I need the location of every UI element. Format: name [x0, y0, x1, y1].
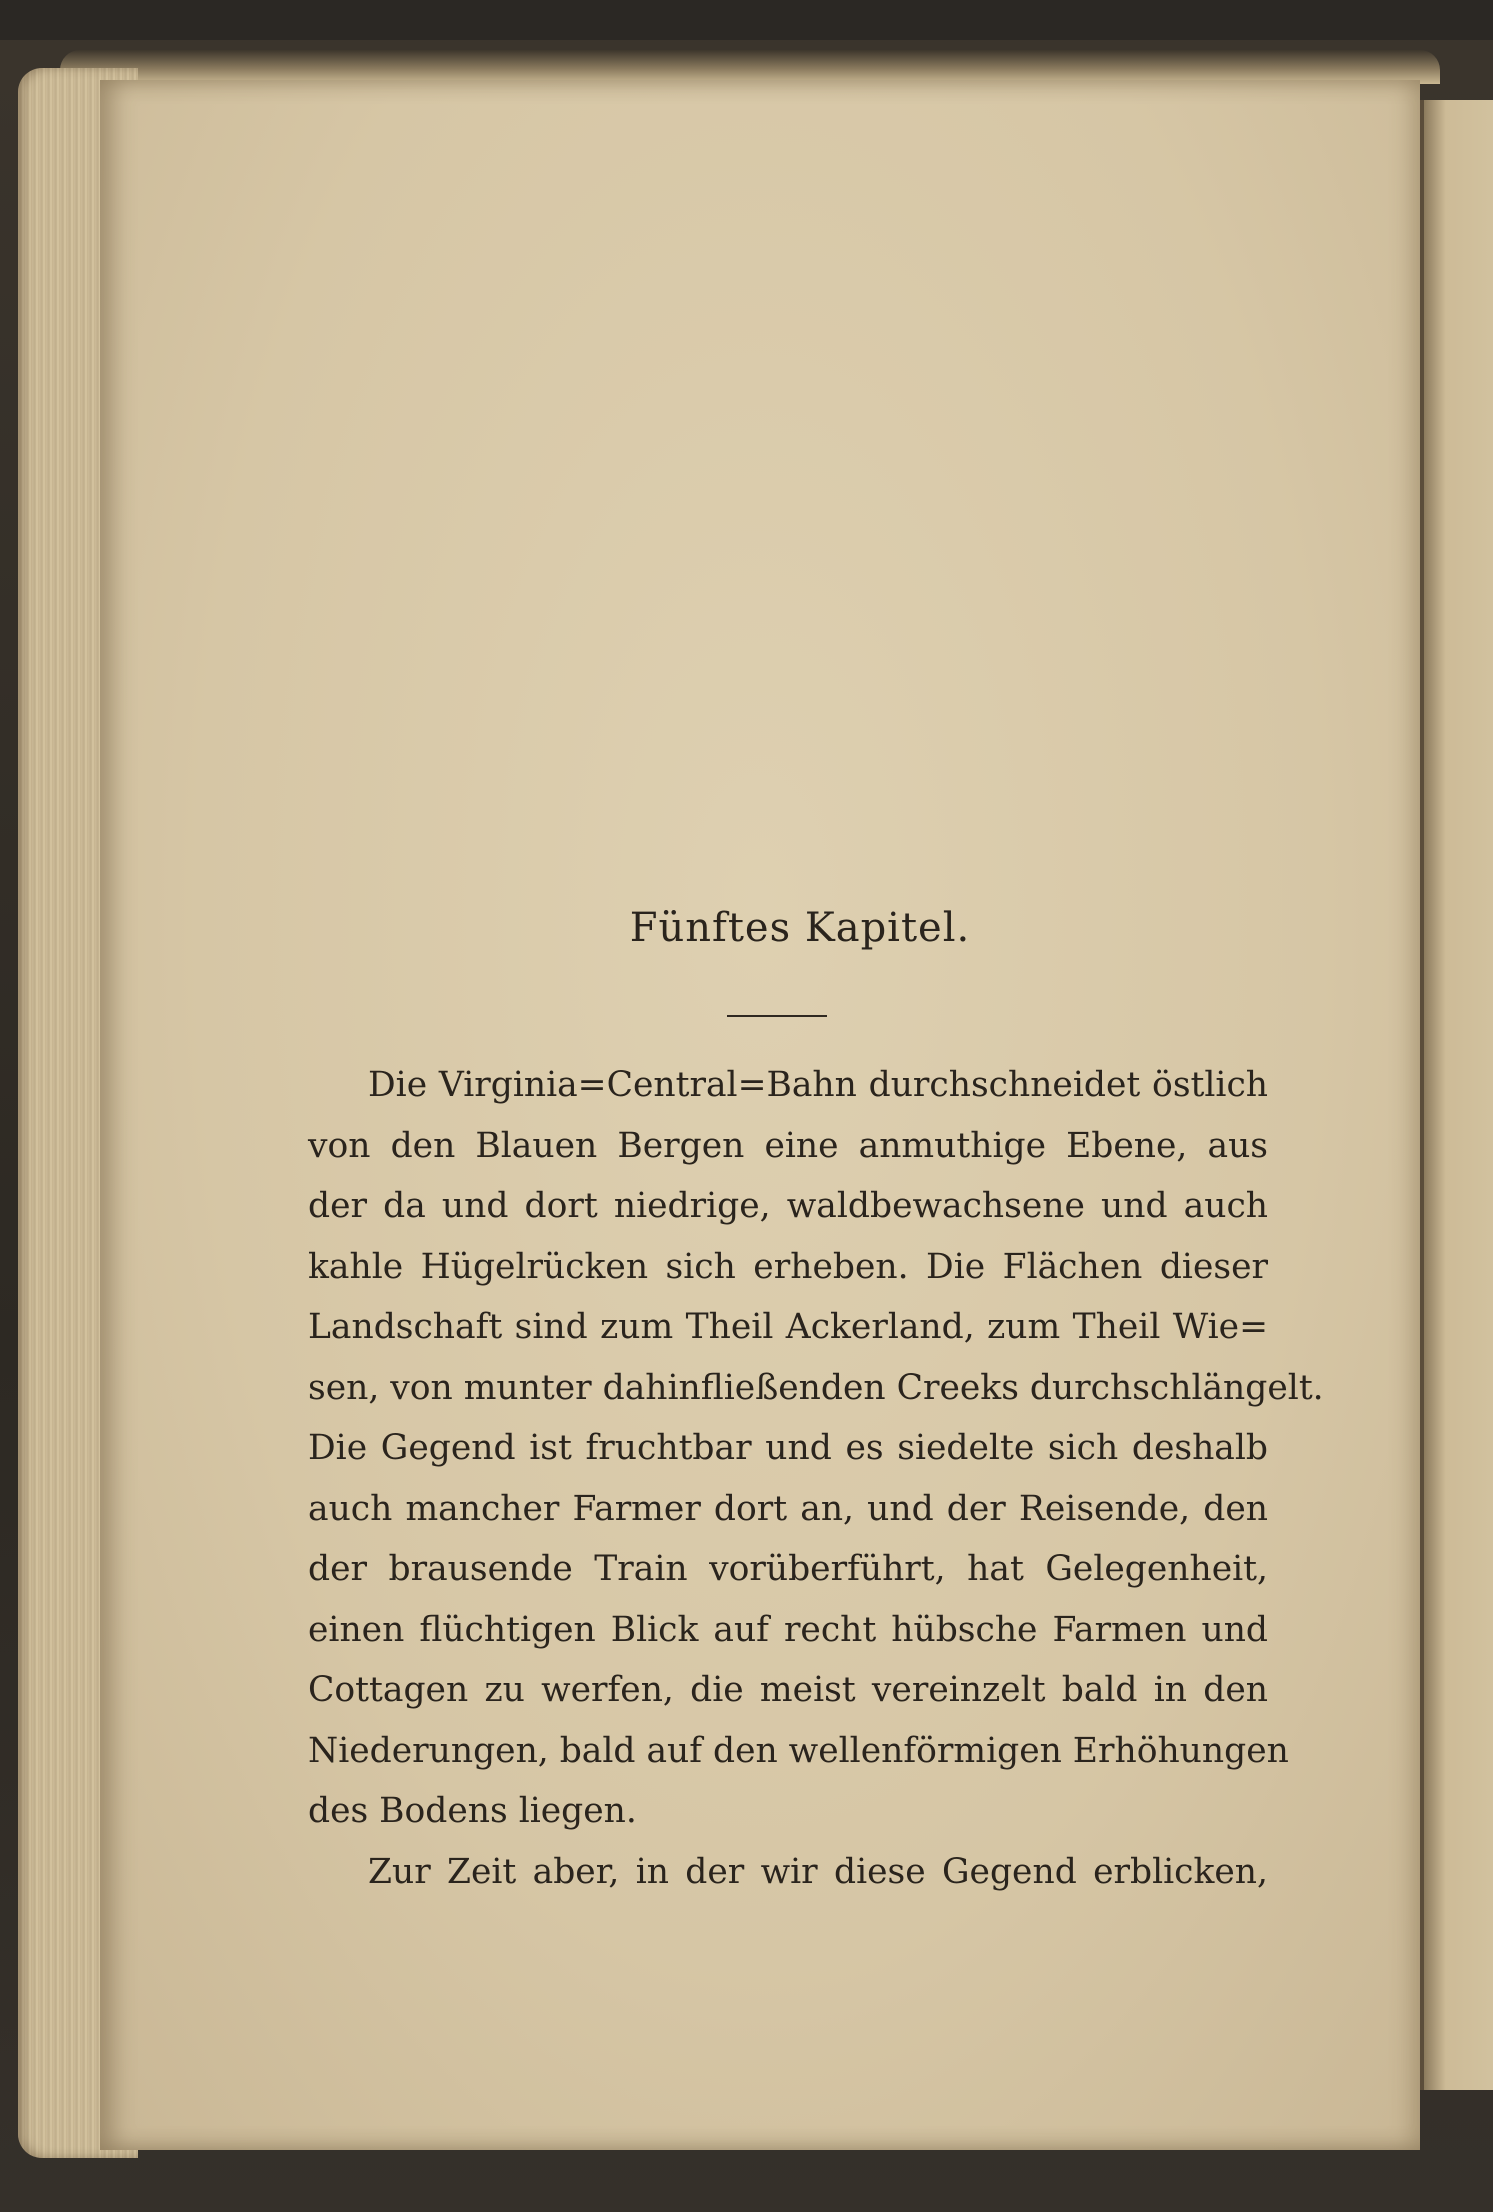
text-line: des Bodens liegen. [308, 1791, 637, 1831]
text-line: der da und dort niedrige, waldbewachsene und auch [308, 1186, 1268, 1226]
facing-page-edge [1420, 100, 1493, 2090]
text-line: einen flüchtigen Blick auf recht hübsche Farmen und [308, 1609, 1268, 1650]
chapter-title: Fünftes Kapitel. [629, 905, 971, 951]
text-line: Zur Zeit aber, in der wir diese Gegend erblicken, [368, 1851, 1268, 1892]
text-line: auch mancher Farmer dort an, und der Reisende, den [308, 1488, 1268, 1529]
text-line: der brausende Train vorüberführt, hat Gelegenheit, [308, 1549, 1268, 1589]
text-line: sen, von munter dahinfließenden Creeks durchschlängelt. [308, 1367, 1324, 1408]
title-divider [727, 1015, 827, 1017]
text-line: Cottagen zu werfen, die meist vereinzelt bald in den [308, 1670, 1268, 1710]
page-top-edge [60, 50, 1440, 84]
chapter-body [308, 1055, 1324, 1902]
text-line: Niederungen, bald auf den wellenförmigen Erhöhungen [308, 1730, 1289, 1771]
text-line: Landschaft sind zum Theil Ackerland, zum Theil Wie= [308, 1307, 1268, 1347]
text-line: Die Gegend ist fruchtbar und es siedelte sich deshalb [308, 1428, 1268, 1468]
text-line: Die Virginia=Central=Bahn durchschneidet östlich [368, 1065, 1268, 1105]
text-line: kahle Hügelrücken sich erheben. Die Flächen dieser [308, 1246, 1268, 1287]
text-line: von den Blauen Bergen eine anmuthige Ebene, aus [308, 1125, 1268, 1166]
